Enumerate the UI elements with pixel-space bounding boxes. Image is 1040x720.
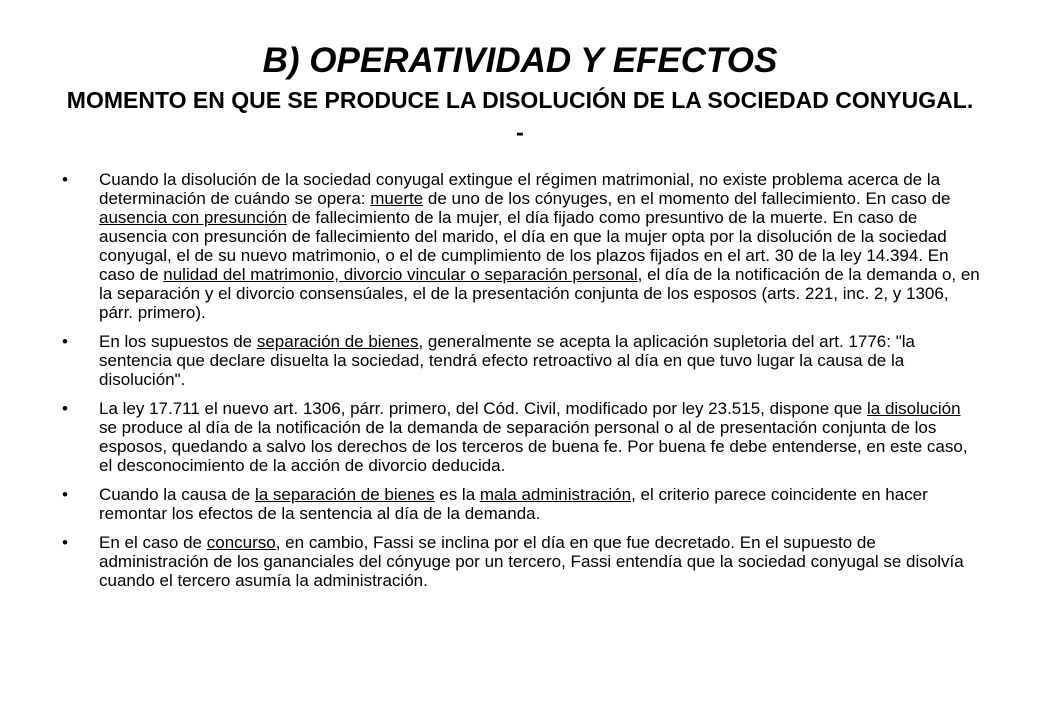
bullet-text: La ley 17.711 el nuevo art. 1306, párr. primero, del Cód. Civil, modificado por ley 23.515, dispone que: [99, 399, 867, 418]
bullet-text: , generalmente se acepta la aplicación supletoria del art. 1776: "la sentencia que declare disuelta la sociedad, tendrá efecto retroactivo al día en que tuvo lugar la causa de la disolución".: [99, 332, 915, 389]
underlined-term: mala administración: [479, 485, 632, 504]
underlined-term: separación de bienes: [256, 332, 419, 351]
bullet-text: de uno de los cónyuges, en el momento del fallecimiento. En caso de: [423, 189, 951, 208]
underlined-term: la disolución: [866, 399, 961, 418]
bullet-item-1: [62, 170, 982, 322]
underlined-term: la separación de bienes: [254, 485, 435, 504]
bullet-icon: •: [62, 533, 68, 552]
title-block: [60, 40, 980, 148]
bullet-text: En el caso de: [99, 533, 207, 552]
slide-title: B) OPERATIVIDAD Y EFECTOS: [262, 41, 778, 80]
underlined-term: nulidad del matrimonio, divorcio vincular o separación personal: [163, 265, 638, 284]
bullet-text: Cuando la causa de: [99, 485, 255, 504]
bullet-icon: •: [62, 170, 68, 189]
bullet-text: se produce al día de la notificación de la demanda de separación personal o al de presentación conjunta de los esposos, quedando a salvo los derechos de los terceros de buena fe. Por buena fe debe entenderse, en este caso, el desconocimiento de la acción de divorcio deducida.: [99, 418, 968, 475]
bullet-text: , el criterio parece coincidente en hacer remontar los efectos de la sentencia al día de la demanda.: [99, 485, 928, 523]
bullet-icon: •: [62, 399, 68, 418]
slide-subtitle: MOMENTO EN QUE SE PRODUCE LA DISOLUCIÓN DE LA SOCIEDAD CONYUGAL. -: [66, 87, 974, 145]
bullet-list: [62, 170, 982, 600]
bullet-item-3: [62, 399, 982, 475]
bullet-text: , el día de la notificación de la demanda o, en la separación y el divorcio consensúales, el de la presentación conjunta de los esposos (arts. 221, inc. 2, y 1306, párr. primero).: [99, 265, 980, 322]
bullet-icon: •: [62, 485, 68, 504]
bullet-text: , en cambio, Fassi se inclina por el día en que fue decretado. En el supuesto de administración de los gananciales del cónyuge por un tercero, Fassi entendía que la sociedad conyugal se disolvía cuando el tercero asumía la administración.: [99, 533, 964, 590]
bullet-item-2: [62, 332, 982, 389]
bullet-text: En los supuestos de: [99, 332, 257, 351]
bullet-text: de fallecimiento de la mujer, el día fijado como presuntivo de la muerte. En caso de ausencia con presunción de fallecimiento del marido, el día en que la mujer opta por la disolución de la sociedad conyugal, el de su nuevo matrimonio, o el de cumplimiento de los plazos fijados en el art. 30 de la ley 14.394. En caso de: [99, 208, 949, 284]
bullet-item-4: [62, 485, 982, 523]
bullet-text: es la: [434, 485, 480, 504]
underlined-term: concurso: [206, 533, 276, 552]
bullet-icon: •: [62, 332, 68, 351]
bullet-item-5: [62, 533, 982, 590]
underlined-term: ausencia con presunción: [99, 208, 288, 227]
bullet-text: Cuando la disolución de la sociedad conyugal extingue el régimen matrimonial, no existe problema acerca de la determinación de cuándo se opera:: [99, 170, 941, 208]
underlined-term: muerte: [370, 189, 424, 208]
